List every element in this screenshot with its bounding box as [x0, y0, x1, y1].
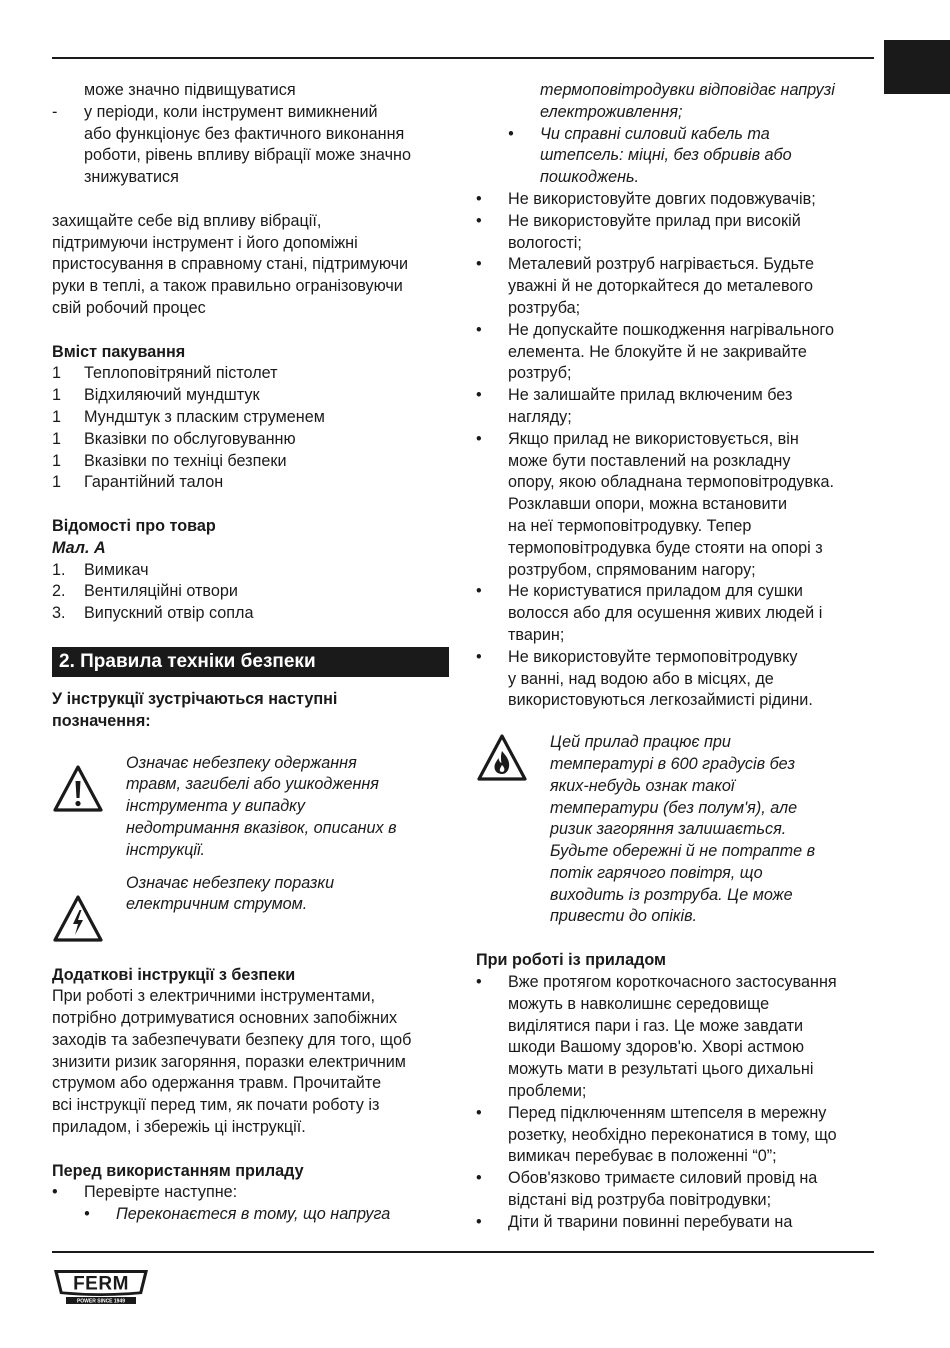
bullet-marker: •: [476, 211, 482, 230]
item-number: 3.: [52, 604, 66, 623]
item-text: Вентиляційні отвори: [84, 582, 238, 601]
text-line: Обов'язково тримаєте силовий провід на: [508, 1169, 818, 1188]
text-line: електроживлення;: [540, 102, 683, 121]
text-line: або функціонує без фактичного виконання: [84, 124, 405, 143]
sub-bullet-continuation: [476, 80, 874, 124]
text-line: у ванні, над водою або в місцях, де: [508, 669, 774, 688]
bullet-marker: •: [476, 255, 482, 274]
item-text: Гарантійний талон: [84, 473, 224, 492]
text-line: Діти й тварини повинні перебувати на: [508, 1212, 793, 1231]
item-text: Вимикач: [84, 560, 149, 579]
list-item: [52, 385, 454, 407]
bullet-marker: •: [476, 647, 482, 666]
text-line: Будьте обережні й не потрапте в: [550, 842, 816, 861]
text-line: можуть мати в результаті цього дихальні: [508, 1060, 814, 1079]
text-line: волосся або для осушення живих людей і: [508, 604, 823, 623]
text-line: проблеми;: [508, 1082, 587, 1101]
bullet-marker: •: [476, 189, 482, 208]
safety-bullet-list: [476, 189, 874, 712]
text-line: шкоди Вашому здоров'ю. Хворі астмою: [508, 1038, 805, 1057]
text-line: заходів та забезпечувати безпеку для того, щоб: [52, 1030, 412, 1049]
bullet-item: [476, 1212, 874, 1234]
bullet-item: [476, 1168, 874, 1212]
text-line: Не залишайте прилад включеним без: [508, 386, 793, 405]
text-line: розетку, необхідно переконатися в тому, що: [508, 1125, 837, 1144]
warning-triangle-icon: [52, 763, 104, 815]
item-number: 1.: [52, 560, 66, 579]
text-line: підтримуючи інструмент і його допоміжні: [52, 233, 358, 252]
vibration-paragraph: [52, 211, 454, 320]
text-line: Не використовуйте довгих подовжувачів;: [508, 189, 816, 208]
bullet-item: [476, 647, 874, 712]
symbols-intro: У інструкції зустрічаються наступні: [52, 689, 338, 708]
bullet-item: [476, 1103, 874, 1168]
bullet-item: [476, 320, 874, 385]
bullet-marker: •: [508, 124, 514, 143]
item-text: Відхиляючий мундштук: [84, 386, 260, 405]
bullet-item: [476, 189, 874, 211]
item-number: 1: [52, 473, 62, 492]
package-contents-heading: Вміст пакування: [52, 342, 186, 361]
text-line: всі інструкції перед тим, як почати роботу із: [52, 1096, 380, 1115]
sub-bullet-item: [476, 124, 874, 189]
bullet-marker: •: [476, 1212, 482, 1231]
general-warning-block: [52, 753, 454, 862]
fire-hazard-icon: [476, 732, 528, 784]
text-line: відстані від розтруба повітродувки;: [508, 1191, 772, 1210]
text-line: температурі в 600 градусів без: [550, 754, 796, 773]
text-line: Якщо прилад не використовується, він: [508, 429, 799, 448]
text-line: електричним струмом.: [126, 895, 308, 914]
text-line: привести до опіків.: [550, 907, 698, 926]
bullet-marker: •: [476, 582, 482, 601]
additional-safety-paragraph: [52, 986, 454, 1139]
text-line: розтрубом, спрямованим нагору;: [508, 560, 756, 579]
bullet-item: [476, 581, 874, 646]
figure-reference: Мал. A: [52, 538, 106, 557]
item-text: Вказівки по техніці безпеки: [84, 451, 287, 470]
bullet-marker: •: [84, 1205, 90, 1224]
text-line: термоповітродувка буде стояти на опорі з: [508, 538, 823, 557]
list-item: [52, 603, 454, 625]
text-line: температури (без полум'я), але: [550, 798, 798, 817]
text-line: вимикач перебуває в положенні “0”;: [508, 1147, 777, 1166]
text-line: інструмента у випадку: [126, 797, 305, 816]
sub-bullet-item: [52, 1204, 454, 1226]
text-line: розтруб;: [508, 364, 572, 383]
list-item: [52, 560, 454, 582]
text-line: Означає небезпеку одержання: [126, 753, 357, 772]
item-number: 1: [52, 407, 62, 426]
text-line: струмом або одержання травм. Прочитайте: [52, 1074, 382, 1093]
text-line: Не використовуйте термоповітродувку: [508, 647, 798, 666]
footer-rule: [52, 1251, 874, 1253]
section-heading: 2. Правила техніки безпеки: [52, 647, 449, 677]
text-line: виходить із розтруба. Це може: [550, 885, 793, 904]
item-text: Випускний отвір сопла: [84, 604, 254, 623]
item-number: 1: [52, 386, 62, 405]
bullet-marker: •: [476, 1169, 482, 1188]
bullet-marker: •: [476, 429, 482, 448]
list-item: [52, 451, 454, 473]
text-line: приладом, і збережіь ці інструкції.: [52, 1118, 306, 1137]
bullet-marker: •: [476, 386, 482, 405]
bullet-item: [476, 254, 874, 319]
item-number: 1: [52, 429, 62, 448]
text-line: можуть в навколишнє середовище: [508, 994, 770, 1013]
item-text: Мундштук з пласким струменем: [84, 407, 325, 426]
electric-shock-icon: [52, 893, 104, 945]
text-line: знижуватися: [84, 168, 179, 187]
right-column: [476, 80, 874, 1234]
bullet-marker: •: [476, 320, 482, 339]
item-text: Вказівки по обслуговуванню: [84, 429, 296, 448]
svg-text:FERM: FERM: [73, 1273, 129, 1295]
during-work-heading: При роботі із приладом: [476, 951, 667, 970]
additional-safety-heading: Додаткові інструкції з безпеки: [52, 965, 296, 984]
text-line: роботи, рівень впливу вібрації може значно: [84, 146, 411, 165]
text-line: ризик загоряння залишається.: [550, 820, 787, 839]
fire-warning-block: [476, 732, 874, 928]
text-line: захищайте себе від впливу вібрації,: [52, 211, 322, 230]
text-line: Не користуватися приладом для сушки: [508, 582, 803, 601]
text-line: недотримання вказівок, описаних в: [126, 818, 397, 837]
left-column: [52, 80, 454, 1226]
text-line: руки в теплі, а також правильно огранізовуючи: [52, 277, 403, 296]
list-item: [52, 472, 454, 494]
text-line: може бути поставлений на розкладну: [508, 451, 791, 470]
text-line: уважні й не доторкайтеся до металевого: [508, 277, 813, 296]
list-item: [52, 363, 454, 385]
text-line: Не використовуйте прилад при високій: [508, 211, 801, 230]
text-line: може значно підвищуватися: [84, 81, 296, 99]
text-line: пошкоджень.: [540, 168, 639, 187]
text-line: вологості;: [508, 233, 582, 252]
bullet-item: [476, 429, 874, 582]
list-item: [52, 581, 454, 603]
text-line: Розклавши опори, можна встановити: [508, 495, 787, 514]
item-number: 1: [52, 451, 62, 470]
text-line: яких-небудь ознак такої: [550, 776, 735, 795]
text-line: свій робочий процес: [52, 298, 206, 317]
item-text: Переконаєтеся в тому, що напруга: [116, 1205, 391, 1224]
text-line: термоповітродувки відповідає напрузі: [540, 81, 835, 99]
text-line: Не допускайте пошкодження нагрівального: [508, 320, 834, 339]
text-line: у періоди, коли інструмент вимикнений: [84, 102, 378, 121]
bullet-marker: •: [476, 973, 482, 992]
text-line: елемента. Не блокуйте й не закривайте: [508, 342, 807, 361]
language-tab-marker: [884, 40, 950, 94]
text-line: на неї термоповітродувку. Тепер: [508, 516, 752, 535]
product-info-heading: Відомості про товар: [52, 516, 216, 535]
item-text: Перевірте наступне:: [84, 1183, 238, 1202]
text-line: розтруба;: [508, 298, 581, 317]
during-work-bullet-list: [476, 972, 874, 1234]
text-line: нагляду;: [508, 407, 572, 426]
text-line: Перед підключенням штепселя в мережну: [508, 1103, 827, 1122]
text-line: інструкції.: [126, 840, 206, 859]
text-line: знизити ризик загоряння, поразки електричним: [52, 1052, 406, 1071]
electric-warning-block: [52, 873, 454, 945]
item-number: 2.: [52, 582, 66, 601]
text-line: виділятися пари і газ. Це може завдати: [508, 1016, 804, 1035]
list-item: [52, 429, 454, 451]
text-line: тварин;: [508, 625, 565, 644]
package-contents-list: [52, 363, 454, 494]
product-parts-list: [52, 560, 454, 625]
bullet-marker: •: [476, 1103, 482, 1122]
text-line: потрібно дотримуватися основних запобіжних: [52, 1009, 398, 1028]
dash-marker: -: [52, 102, 58, 121]
text-line: використовуються легкозаймисті рідини.: [508, 691, 813, 710]
text-line: Означає небезпеку поразки: [126, 873, 335, 892]
bullet-item: [476, 385, 874, 429]
bullet-item: [476, 211, 874, 255]
text-line: потік гарячого повітря, що: [550, 863, 763, 882]
text-line: Вже протягом короткочасного застосування: [508, 973, 837, 992]
bullet-item: [476, 972, 874, 1103]
text-line: Металевий розтруб нагрівається. Будьте: [508, 255, 815, 274]
before-use-heading: Перед використанням приладу: [52, 1161, 304, 1180]
text-line: Цей прилад працює при: [550, 733, 731, 752]
bullet-marker: •: [52, 1183, 58, 1202]
ferm-logo: [52, 1268, 150, 1308]
list-item: [52, 407, 454, 429]
dash-list-item: [52, 102, 454, 189]
text-line: пристосування в справному стані, підтримуючи: [52, 255, 409, 274]
item-text: Теплоповітряний пістолет: [84, 364, 278, 383]
item-number: 1: [52, 364, 62, 383]
text-line: опору, якою обладнана термоповітродувка.: [508, 473, 835, 492]
text-line: травм, загибелі або ушкодження: [126, 775, 379, 794]
svg-text:POWER SINCE 1949: POWER SINCE 1949: [76, 1298, 126, 1305]
header-rule: [52, 57, 874, 59]
symbols-intro: позначення:: [52, 711, 151, 730]
bullet-item: [52, 1182, 454, 1204]
text-line: Чи справні силовий кабель та: [540, 124, 770, 143]
text-line: штепсель: міцні, без обривів або: [540, 146, 792, 165]
text-line: При роботі з електричними інструментами,: [52, 987, 375, 1006]
